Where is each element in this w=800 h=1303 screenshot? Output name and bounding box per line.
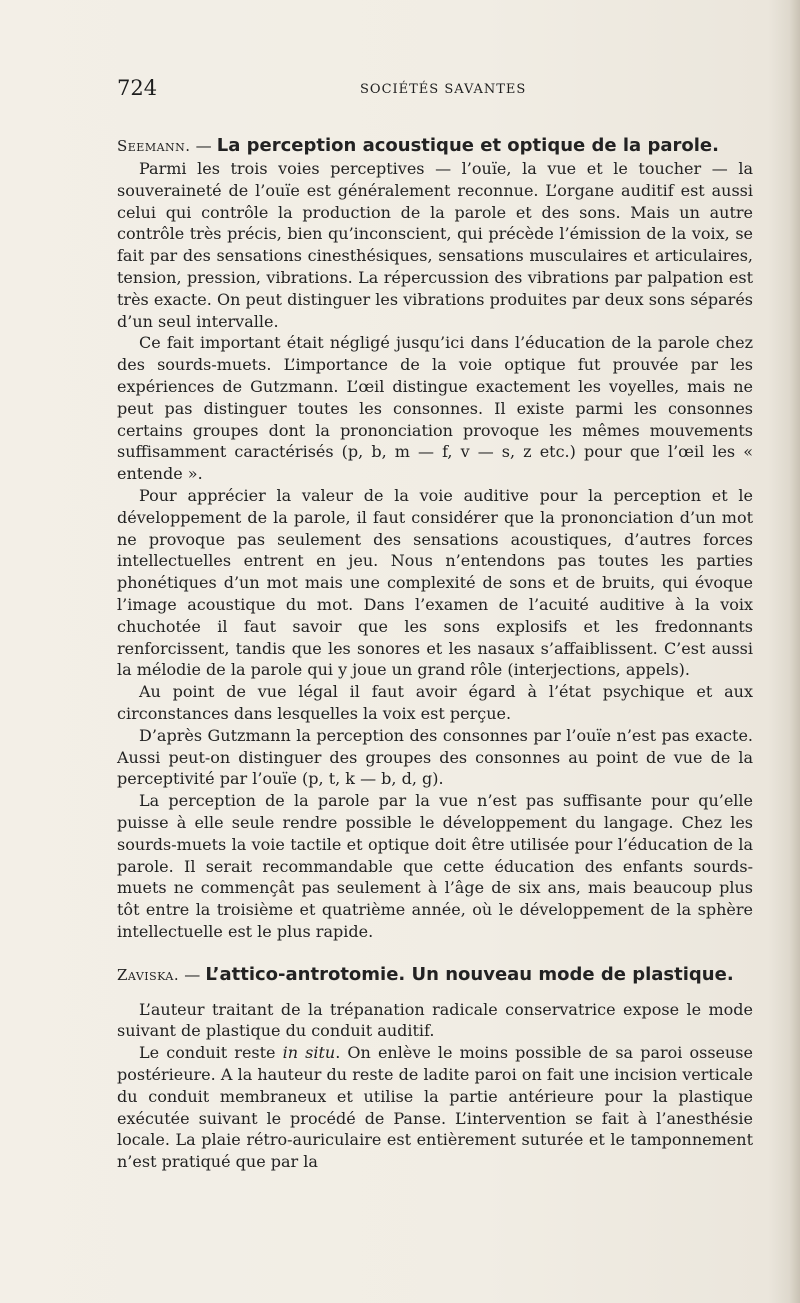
italic-text: in situ <box>282 1043 336 1063</box>
paragraph: D’après Gutzmann la perception des consonnes par l’ouïe n’est pas exacte. Aussi peut-on distinguer des groupes des consonnes au point de vue de la perceptivité par l’ouïe (p, t, k — b, d, g). <box>117 725 753 789</box>
article-author: Seemann. <box>117 137 191 155</box>
article-seemann <box>117 134 753 943</box>
page-number: 724 <box>117 76 158 100</box>
page-content <box>117 134 753 1173</box>
page-edge <box>790 0 800 1303</box>
paragraph <box>117 1042 753 1173</box>
paragraph: Parmi les trois voies perceptives — l’ouïe, la vue et le toucher — la souveraineté de l’ouïe est généralement reconnue. L’organe auditif est aussi celui qui contrôle la production de la parole et des sons. Mais un autre contrôle très précis, bien qu’inconscient, qui précède l’émission de la voix, se fait par des sensations cinesthésiques, sensations musculaires et articulaires, tension, pression, vibrations. La répercussion des vibrations par palpation est très exacte. On peut distinguer les vibrations produites par deux sons séparés d’un seul intervalle. <box>117 159 753 331</box>
paragraph: L’auteur traitant de la trépanation radicale conservatrice expose le mode suivant de plastique du conduit auditif. <box>117 999 753 1041</box>
paragraph: Au point de vue légal il faut avoir égard à l’état psychique et aux circonstances dans lesquelles la voix est perçue. <box>117 682 753 723</box>
page-header <box>117 76 753 104</box>
heading-dash: — <box>190 136 217 155</box>
article-heading <box>117 963 753 987</box>
article-author: Zaviska. <box>117 965 180 984</box>
article-title: La perception acoustique et optique de la parole. <box>216 135 719 156</box>
text-run: Le conduit reste <box>139 1043 283 1063</box>
article-zaviska <box>117 963 753 1173</box>
paragraph: La perception de la parole par la vue n’est pas suffisante pour qu’elle puisse à elle seule rendre possible le développement du langage. Chez les sourds-muets la voie tactile et optique doit être utilisée pour l’éducation de la parole. Il serait recommandable que cette éducation des enfants sourds-muets ne commençât pas seulement à l’âge de six ans, mais beaucoup plus tôt entre la troisième et quatrième année, où le développement de la sphère intellectuelle est le plus rapide. <box>117 791 753 941</box>
text-run: . On enlève le moins possible de sa paroi osseuse postérieure. A la hauteur du reste de ladite paroi on fait une incision verticale du conduit membraneux et utilise la partie antérieure pour la plastique exécutée suivant le procédé de Panse. L’intervention se fait à l’anesthésie locale. La plaie rétro-auriculaire est entièrement suturée et le tamponnement n’est pratiqué que par la <box>117 1043 753 1172</box>
heading-dash: — <box>179 964 206 984</box>
article-heading <box>117 134 753 158</box>
article-title: L’attico-antrotomie. Un nouveau mode de plastique. <box>205 963 734 985</box>
running-head: SOCIÉTÉS SAVANTES <box>360 82 527 97</box>
paragraph: Ce fait important était négligé jusqu’ici dans l’éducation de la parole chez des sourds-muets. L’importance de la voie optique fut prouvée par les expériences de Gutzmann. L’œil distingue exactement les voyelles, mais ne peut pas distinguer toutes les consonnes. Il existe parmi les consonnes certains groupes dont la prononciation provoque les mêmes mouvements suffisamment caractérisés (p, b, m — f, v — s, z etc.) pour que l’œil les « entende ». <box>117 333 753 484</box>
paragraph: Pour apprécier la valeur de la voie auditive pour la perception et le développement de la parole, il faut considérer que la prononciation d’un mot ne provoque pas seulement des sensations acoustiques, d’autres forces intellectuelles entrent en jeu. Nous n’entendons pas toutes les parties phonétiques d’un mot mais une complexité de sons et de bruits, qui évoque l’image acoustique du mot. Dans l’examen de l’acuité auditive à la voix chuchotée il faut savoir que les sons explosifs et les fredonnants renforcissent, tandis que les sonores et les nasaux s’affaiblissent. C’est aussi la mélodie de la parole qui y joue un grand rôle (interjections, appels). <box>117 485 753 680</box>
